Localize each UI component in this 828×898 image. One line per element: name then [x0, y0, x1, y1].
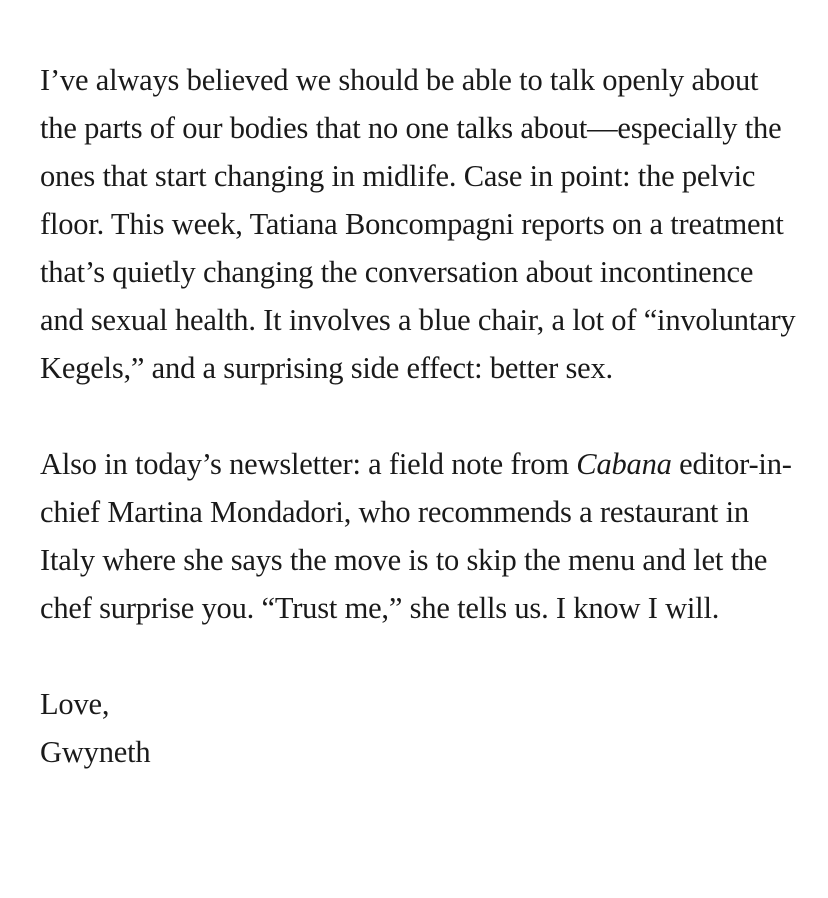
newsletter-letter [40, 56, 800, 776]
publication-name: Cabana [576, 447, 672, 481]
intro-paragraph: I’ve always believed we should be able to talk openly about the parts of our bodies that no one talks about—especially the ones that start changing in midlife. Case in point: the pelvic floor. This week, Tatiana Boncompagni reports on a treatment that’s quietly changing the conversation about incontinence and sexual health. It involves a blue chair, a lot of “involuntary Kegels,” and a surprising side effect: better sex. [40, 63, 796, 385]
signoff: Love, [40, 687, 110, 721]
signature: Gwyneth [40, 735, 151, 769]
paragraph-text-after: editor-in-chief Martina Mondadori, who recommends a restaurant in Italy where she says the move is to skip the menu and let the chef surprise you. “Trust me,” she tells us. I know I will. [40, 447, 792, 625]
closing [40, 680, 800, 776]
newsletter-paragraph [40, 440, 800, 632]
paragraph-text-before: Also in today’s newsletter: a field note from [40, 447, 577, 481]
